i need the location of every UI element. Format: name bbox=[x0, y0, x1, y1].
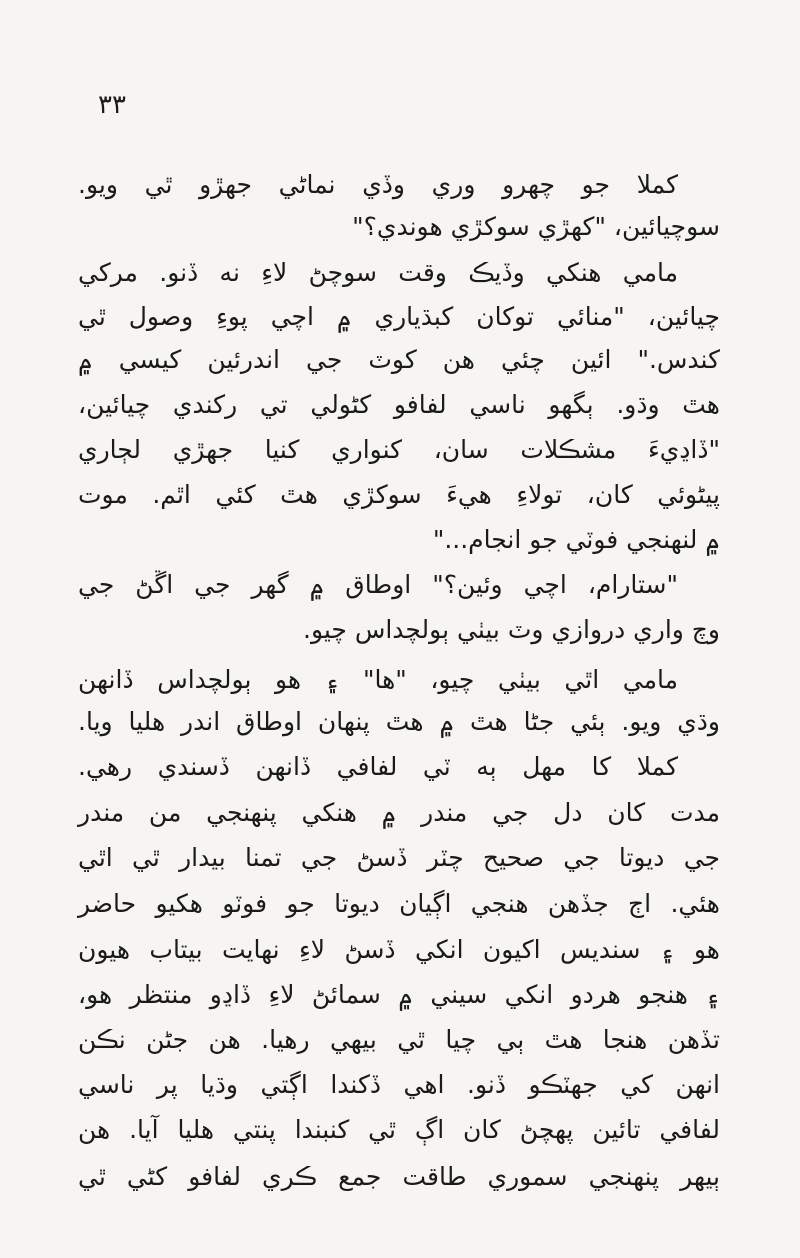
text-line: مامي اٿي بيٺي چيو، "ها" ۽ هو ٻولچداس ڏانهن bbox=[78, 665, 678, 694]
text-line: کندس." ائين چئي هن کوٽ جي اندرئين کيسي ۾ bbox=[78, 345, 720, 374]
text-line: مدت کان دل جي مندر ۾ هنکي پنهنجي من مندر bbox=[78, 798, 720, 827]
text-line: ۽ هنجو هردو انکي سيني ۾ سمائڻ لاءِ ڏاڍو منتظر هو، bbox=[78, 980, 720, 1009]
text-line: انهن کي جهٽڪو ڏنو. اهي ڏکندا اڳتي وڌيا پر ناسي bbox=[78, 1070, 720, 1099]
text-line: هو ۽ سنديس اکيون انکي ڏسڻ لاءِ نهايت بيتاب هيون bbox=[78, 935, 720, 964]
text-line: پيڻوئي کان، تولاءِ هيءَ سوکڙي هٿ کئي اٿم. موت bbox=[78, 480, 720, 509]
text-line: مامي هنکي وڏيڪ وقت سوچڻ لاءِ نه ڏنو. مرکي bbox=[78, 258, 678, 287]
text-line: جي ديوتا جي صحيح چٽر ڏسڻ جي تمنا بيدار ٿي اٿي bbox=[78, 843, 720, 872]
text-line: کملا جو چهرو وري وڏي نماڻي جهڙو ٿي ويو. bbox=[78, 170, 678, 199]
text-line: تڏهن هنجا هٿ ٻي چيا ٿي بيهي رهيا. هن جڻن نڪن bbox=[78, 1025, 720, 1054]
text-line: لفافي تائين پهچڻ کان اڳ ٿي کنبندا پنتي هليا آيا. هن bbox=[78, 1115, 720, 1144]
text-line: "ڏاڍيءَ مشڪلات سان، کنواري کنيا جهڙي لڄاري bbox=[78, 435, 720, 464]
text-line: سوچيائين، "کهڙي سوکڙي هوندي؟" bbox=[352, 212, 720, 241]
text-line: "ستارام، اچي وئين؟" اوطاق ۾ گهر جي اڱڻ جي bbox=[78, 570, 678, 599]
text-line: چيائين، "منائي توکان کبڌياري ۾ اچي پوءِ وصول ٿي bbox=[78, 302, 720, 331]
text-line: هٿ وڌو. ٻگهو ناسي لفافو کڻولي تي رکندي چيائين، bbox=[78, 390, 720, 419]
text-line: وڌي ويو. ٻئي جڻا هٿ ۾ هٿ پنهان اوطاق اندر هليا ويا. bbox=[78, 707, 720, 736]
text-line: هئي. اڄ جڏهن هنجي اڳيان ديوتا جو فوٽو هکيو حاضر bbox=[78, 889, 720, 918]
page-number: ٣٣ bbox=[98, 90, 126, 120]
text-line: ٻيهر پنهنجي سموري طاقت جمع ڪري لفافو کڻي ٿي bbox=[78, 1162, 720, 1191]
text-line: وچ واري دروازي وٽ بيٺي ٻولچداس چيو. bbox=[303, 615, 720, 644]
text-line: ۾ لنهنجي فوٽي جو انجام..." bbox=[432, 525, 720, 554]
text-line: کملا کا مهل ٻه ٽي لفافي ڏانهن ڏسندي رهي. bbox=[78, 752, 678, 781]
